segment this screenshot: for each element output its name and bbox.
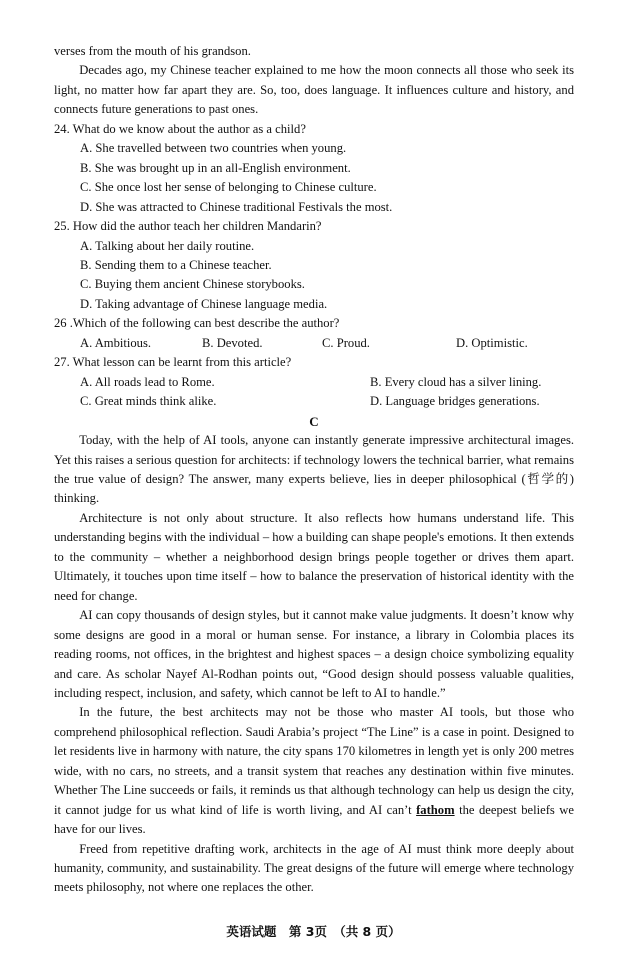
option-a: A. Ambitious.: [80, 335, 152, 350]
option-a: A. All roads lead to Rome.: [80, 374, 215, 389]
question-26: [54, 314, 574, 353]
passage-b-closing-paragraph: Decades ago, my Chinese teacher explained to me how the moon connects all those who seek its light, no matter how far apart they are. So, too, does language. It influences culture and history, and connects future generations to past ones.: [54, 63, 574, 117]
passage-b-tail: verses from the mouth of his grandson.: [54, 44, 251, 58]
options-row: [54, 373, 574, 392]
question-stem: 25. How did the author teach her children Mandarin?: [54, 219, 322, 234]
page-footer: 英语试题 第 3页 （共 8 页）: [226, 924, 401, 939]
option-d: D. Language bridges generations.: [370, 394, 540, 409]
passage-c-paragraph-5: Freed from repetitive drafting work, architects in the age of AI must think more deeply about humanity, community, and sustainability. The great designs of the future will emerge where technology meets philosophy, not where one replaces the other.: [54, 841, 574, 895]
option-d: D. She was attracted to Chinese traditional Festivals the most.: [80, 199, 393, 214]
option-d: D. Taking advantage of Chinese language media.: [80, 296, 328, 311]
option-b: B. Sending them to a Chinese teacher.: [80, 257, 272, 272]
question-stem: 26 .Which of the following can best describe the author?: [54, 316, 340, 331]
option-b: B. She was brought up in an all-English environment.: [80, 160, 351, 175]
option-b: B. Every cloud has a silver lining.: [370, 374, 542, 389]
passage-c-paragraph-1: Today, with the help of AI tools, anyone can instantly generate impressive architectural images. Yet this raises a serious question for architects: if technology lowers the technical barrier, what remains the true value of design? The answer, many experts believe, lies in deeper philosophical (哲学的) thinking.: [54, 433, 575, 506]
option-a: A. She travelled between two countries when young.: [80, 141, 347, 156]
question-27: [54, 353, 574, 411]
option-d: D. Optimistic.: [456, 335, 528, 350]
exam-page: [54, 42, 574, 898]
question-25: [54, 217, 574, 314]
passage-c-paragraph-3: AI can copy thousands of design styles, but it cannot make value judgments. It doesn’t know why some designs are good in a moral or human sense. For instance, a library in Colombia places its reading rooms, not offices, in the brightest and highest spaces – a design choice symbolizing equality and care. As scholar Nayef Al-Rodhan points out, “Good design should possess valuable qualities, including respect, inclusion, and safety, which cannot be left to AI to handle.”: [54, 608, 574, 700]
option-c: C. Buying them ancient Chinese storybooks.: [80, 277, 305, 292]
underlined-word: fathom: [416, 802, 455, 817]
passage-c-paragraph-4: [54, 703, 574, 839]
option-b: B. Devoted.: [202, 335, 263, 350]
option-a: A. Talking about her daily routine.: [80, 238, 255, 253]
paragraph-text: In the future, the best architects may not be those who master AI tools, but those who comprehend philosophical reflection. Saudi Arabia’s project “The Line” is a case in point. Designed to let residents live in harmony with nature, the city spans 170 kilometres in length yet is only 200 metres wide, with no cars, no streets, and a transit system that reaches any destination within five minutes. Whether The Line succeeds or fails, it reminds us that although technology can help us design the city, it cannot judge for us what kind of life is worth living, and AI can’t: [54, 705, 574, 817]
options-row: [54, 334, 574, 353]
paragraph-text: the deepest beliefs we have for our lives.: [54, 802, 574, 837]
option-c: C. Great minds think alike.: [80, 394, 217, 409]
question-stem: 27. What lesson can be learnt from this article?: [54, 355, 292, 370]
section-label: C: [309, 413, 319, 429]
option-c: C. She once lost her sense of belonging to Chinese culture.: [80, 180, 377, 195]
option-c: C. Proud.: [322, 335, 370, 350]
question-stem: 24. What do we know about the author as a child?: [54, 121, 306, 136]
question-24: [54, 120, 574, 217]
passage-c-paragraph-2: Architecture is not only about structure. It also reflects how humans understand life. This understanding begins with the individual – how a building can shape people's emotions. It then extends to the community – whether a neighborhood design brings people together or drives them apart. Ultimately, it touches upon time itself – how to balance the preservation of historical identity with the need for change.: [54, 510, 574, 603]
options-row: [54, 392, 574, 411]
